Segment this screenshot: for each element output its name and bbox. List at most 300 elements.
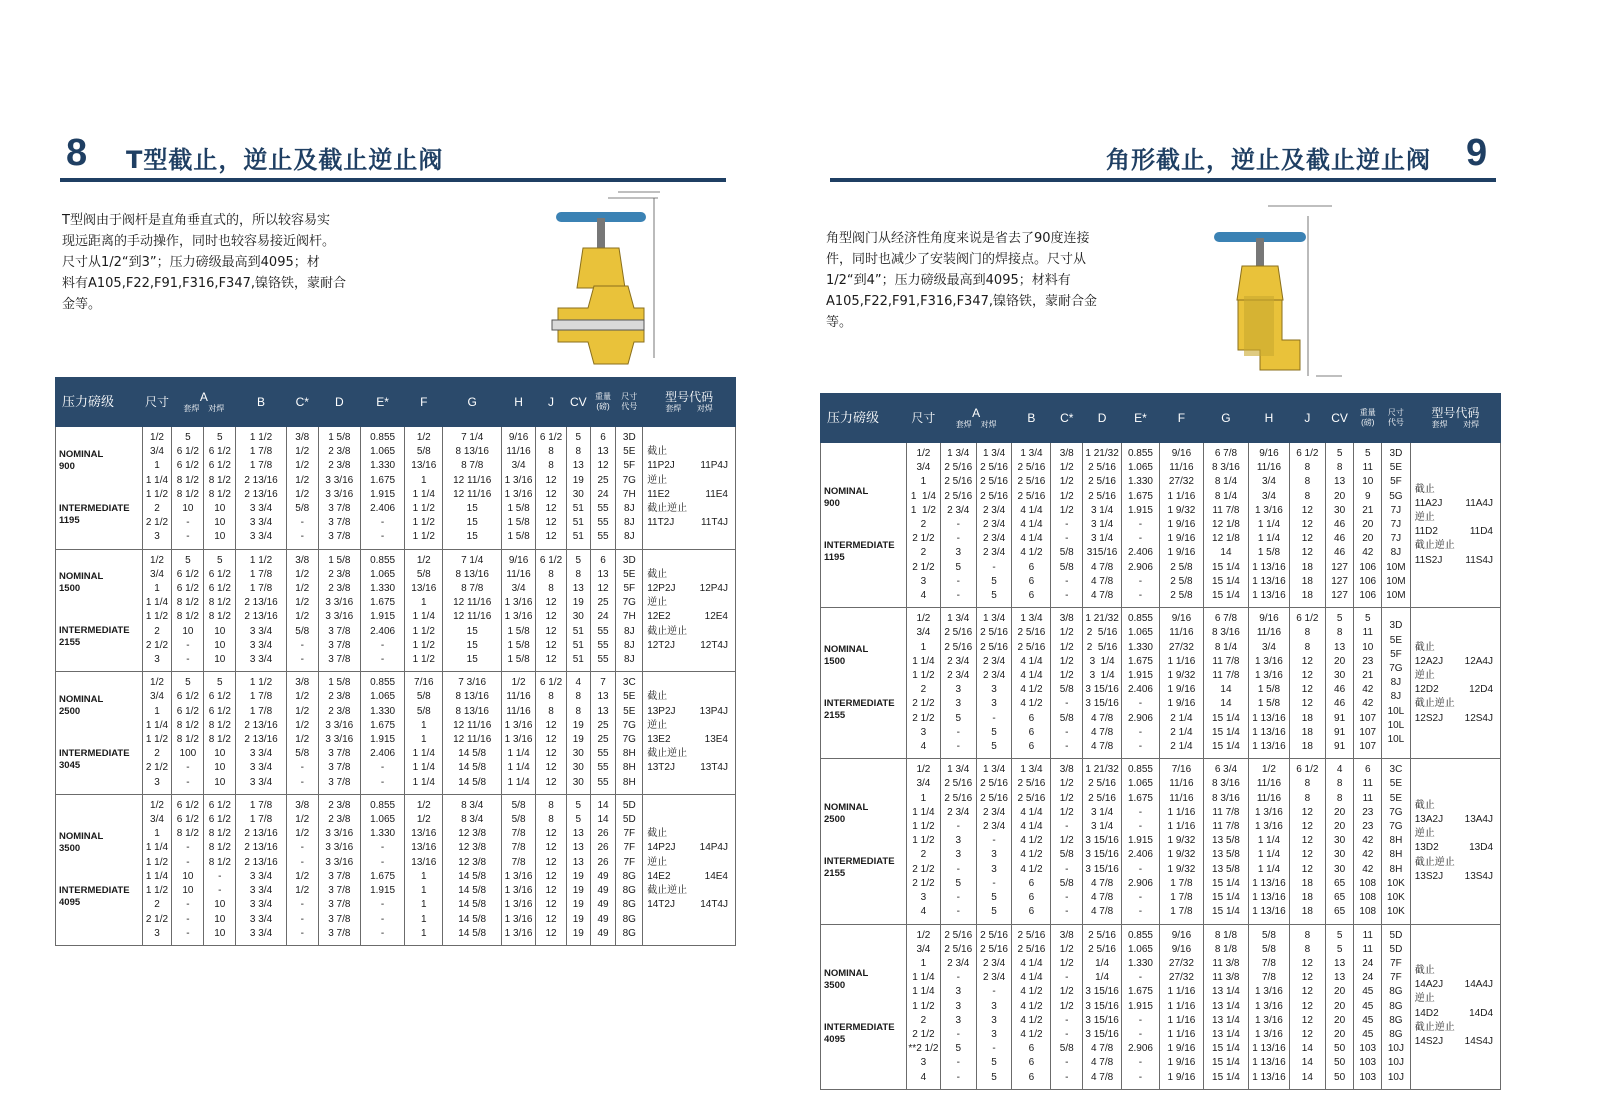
- header-butt: 对焊: [980, 420, 997, 430]
- model-butt-code: [728, 502, 734, 516]
- cell-g: 7 3/16 8 13/16 8 13/16 12 11/16 12 11/16 14 5/8 14 5/8 14 5/8: [443, 672, 502, 795]
- pressure-class-row: [821, 924, 1501, 1089]
- title-rule-right: [830, 178, 1496, 182]
- cell-f: 7/16 11/16 11/16 1 1/16 1 1/16 1 9/32 1 9/32 1 9/32 1 7/8 1 7/8 1 7/8: [1159, 759, 1203, 924]
- model-socket-code: 截止: [1414, 799, 1435, 811]
- header-a: [172, 378, 236, 427]
- model-butt-code: [1493, 992, 1499, 1006]
- intermediate-label: INTERMEDIATE: [59, 502, 130, 514]
- cell-j: 8 8 12 12 12 12 12 12 12 12: [536, 794, 567, 945]
- cell-cv: 5 8 13 20 30 46 46 46 127 127 127: [1325, 443, 1354, 608]
- header-j: J: [1289, 394, 1325, 443]
- cell-h: 1/2 11/16 11/16 1 3/16 1 3/16 1 1/4 1 1/4 1 1/4: [502, 672, 536, 795]
- header-model-label: 型号代码: [665, 389, 714, 404]
- header-d: D: [1083, 394, 1122, 443]
- cell-wt: 14 14 26 26 26 49 49 49 49 49: [590, 794, 616, 945]
- cell-j: 8 8 12 12 12 12 12 12 14 14 14: [1289, 924, 1325, 1089]
- header-socket: 套焊: [1431, 420, 1448, 430]
- header-butt: 对焊: [696, 404, 713, 414]
- model-butt-code: 14T4J: [700, 899, 728, 911]
- header-g: G: [443, 378, 502, 427]
- model-butt-code: 11A4J: [1465, 497, 1493, 509]
- pressure-class-cell: [56, 794, 143, 945]
- nominal-label: NOMINAL: [59, 694, 104, 706]
- intermediate-label: INTERMEDIATE: [59, 884, 130, 896]
- model-socket-code: 13S2J: [1414, 870, 1444, 882]
- cell-h: 5/8 5/8 7/8 7/8 1 3/16 1 3/16 1 3/16 1 3/16 1 13/16 1 13/16 1 13/16: [1248, 924, 1289, 1089]
- intro-text-right: [826, 228, 1126, 333]
- cell-code: 3C 5E 5E 7G 7G 8H 8H 8H: [616, 672, 643, 795]
- pressure-class-cell: [821, 443, 907, 608]
- model-code-line: [1415, 992, 1499, 1006]
- header-cv: CV: [566, 378, 590, 427]
- cell-d: 2 5/16 2 5/16 1/4 1/4 3 15/16 3 15/16 3 15/16 3 15/16 4 7/8 4 7/8 4 7/8: [1083, 924, 1122, 1089]
- cell-f: 9/16 11/16 27/32 1 1/16 1 9/32 1 9/16 1 9/16 1 9/16 2 5/8 2 5/8 2 5/8: [1159, 443, 1203, 608]
- model-socket-code: 12E2: [647, 611, 671, 623]
- spacer: [59, 855, 141, 885]
- cell-size: 1/2 3/4 1 1 1/4 1 1/2 2 2 1/2 3: [142, 549, 172, 672]
- model-socket-code: 12T2J: [647, 639, 675, 651]
- spacer: [59, 595, 141, 625]
- cell-c: 3/8 1/2 1/2 1/2 1/2 5/8 - -: [286, 549, 318, 672]
- header-h: H: [502, 378, 536, 427]
- model-code-line: [647, 870, 734, 884]
- cell-c: 3/8 1/2 1/2 1/2 1/2 5/8 - 5/8 - -: [1051, 608, 1083, 759]
- intro-line: 角型阀门从经济性角度来说是省去了90度连接: [826, 231, 1090, 246]
- model-code-cell: [643, 672, 736, 795]
- page-number-left: 8: [66, 132, 88, 174]
- model-code-line: [647, 898, 734, 912]
- model-code-line: [1415, 1021, 1499, 1035]
- pressure-class-cell: [821, 924, 907, 1089]
- model-butt-code: [728, 747, 734, 761]
- pressure-class-cell: [821, 608, 907, 759]
- pressure-class-row: [56, 549, 736, 672]
- header-model-sub: [644, 404, 734, 414]
- header-butt: 对焊: [208, 404, 225, 414]
- model-code-line: [1415, 870, 1499, 884]
- header-pressure: 压力磅级: [821, 394, 907, 443]
- cell-b: 1 3/4 2 5/16 2 5/16 2 5/16 4 1/4 4 1/4 4 1/4 4 1/2 6 6 6: [1012, 443, 1051, 608]
- intermediate-value: 4095: [824, 1033, 846, 1045]
- header-a-label: A: [199, 389, 208, 404]
- model-code-line: [1415, 856, 1499, 870]
- intermediate-label: INTERMEDIATE: [824, 698, 895, 710]
- cell-g: 6 7/8 8 3/16 8 1/4 11 7/8 11 7/8 14 14 15 1/4 15 1/4 15 1/4: [1203, 608, 1248, 759]
- pressure-class-cell: [56, 427, 143, 550]
- cell-h: 5/8 5/8 7/8 7/8 7/8 1 3/16 1 3/16 1 3/16 1 3/16 1 3/16: [502, 794, 536, 945]
- nominal-label: NOMINAL: [824, 967, 869, 979]
- model-code-cell: [1410, 443, 1500, 608]
- header-butt: 对焊: [1463, 420, 1480, 430]
- cell-size: 1/2 3/4 1 1 1/4 1 1/2 1 1/2 2 2 1/2 2 1/2 3 4: [907, 759, 941, 924]
- model-socket-code: 截止逆止: [1414, 698, 1455, 710]
- model-socket-code: 截止逆止: [647, 625, 688, 637]
- cell-cv: 5 8 13 20 30 46 46 91 91 91: [1325, 608, 1354, 759]
- model-butt-code: [728, 690, 734, 704]
- cell-size: 1/2 3/4 1 1 1/4 1 1/2 2 2 1/2 3: [142, 427, 172, 550]
- model-socket-code: 逆止: [1414, 511, 1435, 523]
- model-socket-code: 逆止: [647, 597, 668, 609]
- cell-b: 1 1/2 1 7/8 1 7/8 2 13/16 2 13/16 3 3/4 3 3/4 3 3/4: [236, 549, 286, 672]
- model-code-line: [647, 459, 734, 473]
- model-butt-code: 11P4J: [700, 460, 728, 472]
- cell-f: 1/2 1/2 13/16 13/16 13/16 1 1 1 1 1: [405, 794, 443, 945]
- spacer: [824, 992, 905, 1022]
- spacer: [59, 473, 141, 503]
- model-butt-code: 14P4J: [699, 842, 728, 854]
- model-butt-code: 13E4: [704, 734, 728, 746]
- cell-f: 7/16 5/8 5/8 1 1 1 1/4 1 1/4 1 1/4: [405, 672, 443, 795]
- cell-b: 1 1/2 1 7/8 1 7/8 2 13/16 2 13/16 3 3/4 3 3/4 3 3/4: [236, 427, 286, 550]
- pressure-class-cell: [56, 549, 143, 672]
- model-butt-code: 11T4J: [700, 517, 728, 529]
- pressure-class-row: [821, 608, 1501, 759]
- cell-e: 0.855 1.065 1.330 1.675 1.915 2.406 - -: [360, 549, 404, 672]
- cell-e: 0.855 1.065 1.330 1.675 1.915 2.406 - -: [360, 672, 404, 795]
- cell-size: 1/2 3/4 1 1 1/4 1 1/2 2 2 1/2 3: [142, 672, 172, 795]
- pressure-class-cell: [56, 672, 143, 795]
- nominal-value: 3500: [59, 842, 81, 854]
- intermediate-label: INTERMEDIATE: [824, 540, 895, 552]
- intermediate-value: 2155: [824, 710, 846, 722]
- cell-b: 1 3/4 2 5/16 2 5/16 4 1/4 4 1/4 4 1/2 4 1/2 6 6 6: [1012, 608, 1051, 759]
- model-socket-code: 13D2: [1414, 842, 1439, 854]
- cell-e: 0.855 1.065 1.330 1.675 1.915 2.406 - -: [360, 427, 404, 550]
- cell-g: 7 1/4 8 13/16 8 7/8 12 11/16 12 11/16 15 15 15: [443, 549, 502, 672]
- model-code-line: [1415, 978, 1499, 992]
- header-model-sub: [1412, 420, 1499, 430]
- cell-code: 3D 5E 5F 7G 7H 8J 8J 8J: [616, 427, 643, 550]
- cell-c: 3/8 1/2 1/2 1/2 1/2 5/8 - -: [286, 427, 318, 550]
- model-butt-code: 11D4: [1469, 526, 1493, 538]
- title-rule-left: [60, 178, 726, 182]
- cell-code: 3C 5E 5E 7G 7G 8H 8H 8H 10K 10K 10K: [1382, 759, 1411, 924]
- cell-e: 0.855 1.065 1.330 1.675 1.915 - - 2.406 2.906 - -: [1122, 443, 1160, 608]
- model-butt-code: [1493, 964, 1499, 978]
- model-butt-code: 12S4J: [1464, 712, 1493, 724]
- header-weight: 重量 (磅): [1354, 394, 1382, 443]
- header-d: D: [318, 378, 360, 427]
- cell-wt: 6 11 11 23 23 42 42 42 108 108 108: [1354, 759, 1382, 924]
- page-number-right: 9: [1466, 132, 1488, 174]
- model-socket-code: 截止逆止: [647, 885, 688, 897]
- cell-g: 6 3/4 8 3/16 8 3/16 11 7/8 11 7/8 13 5/8 13 5/8 13 5/8 15 1/4 15 1/4 15 1/4: [1203, 759, 1248, 924]
- model-socket-code: 逆止: [1414, 828, 1435, 840]
- cell-a-bw: 5 6 1/2 6 1/2 8 1/2 8 1/2 10 10 10: [204, 549, 236, 672]
- nominal-value: 1500: [824, 656, 846, 668]
- model-code-line: [1415, 554, 1499, 568]
- model-socket-code: 逆止: [647, 856, 668, 868]
- cell-e: 0.855 1.065 1.675 - - 1.915 2.406 - 2.906 - -: [1122, 759, 1160, 924]
- cell-b: 1 3/4 2 5/16 2 5/16 4 1/4 4 1/4 4 1/2 4 1/2 4 1/2 6 6 6: [1012, 759, 1051, 924]
- model-socket-code: 11D2: [1414, 526, 1438, 538]
- nominal-value: 3500: [824, 979, 846, 991]
- model-butt-code: [728, 596, 734, 610]
- angle-globe-valve-diagram: [1208, 196, 1348, 386]
- model-socket-code: 12A2J: [1414, 655, 1444, 667]
- cell-g: 8 1/8 8 1/8 11 3/8 11 3/8 13 1/4 13 1/4 13 1/4 13 1/4 15 1/4 15 1/4 15 1/4: [1203, 924, 1248, 1089]
- nominal-value: 900: [59, 460, 75, 472]
- intro-line: 料有A105,F22,F91,F316,F347,镍铬铁，蒙耐合: [62, 276, 346, 291]
- model-code-cell: [643, 427, 736, 550]
- header-b: B: [1012, 394, 1051, 443]
- header-g: G: [1203, 394, 1248, 443]
- model-butt-code: 13P4J: [699, 705, 728, 717]
- cell-d: 1 21/32 2 5/16 2 5/16 2 5/16 3 1/4 3 1/4 3 1/4 315/16 4 7/8 4 7/8 4 7/8: [1083, 443, 1122, 608]
- model-socket-code: 13T2J: [647, 762, 675, 774]
- model-code-line: [647, 690, 734, 704]
- model-code-line: [1415, 712, 1499, 726]
- cell-a-bw: 6 1/2 6 1/2 8 1/2 8 1/2 8 1/2 - - 10 10 10: [204, 794, 236, 945]
- intro-line: 尺寸从1/2“到3”；压力磅级最高到4095；材: [62, 255, 320, 270]
- model-butt-code: [728, 884, 734, 898]
- nominal-label: NOMINAL: [824, 644, 869, 656]
- model-butt-code: [728, 719, 734, 733]
- cell-a-bw: 2 5/16 2 5/16 2 3/4 2 3/4 - 3 3 3 - 5 5: [976, 924, 1012, 1089]
- cell-a-sw: 5 6 1/2 6 1/2 8 1/2 8 1/2 100 - -: [172, 672, 204, 795]
- intermediate-value: 4095: [59, 896, 81, 908]
- pressure-class-row: [821, 759, 1501, 924]
- model-code-cell: [643, 794, 736, 945]
- cell-cv: 5 8 13 19 30 51 51 51: [566, 549, 590, 672]
- model-socket-code: 截止逆止: [1414, 540, 1455, 552]
- nominal-label: NOMINAL: [59, 448, 104, 460]
- cell-size: 1/2 3/4 1 1 1/4 1 1/2 2 2 1/2 2 2 1/2 3 4: [907, 443, 941, 608]
- model-code-line: [647, 719, 734, 733]
- header-c: C*: [286, 378, 318, 427]
- header-socket: 套焊: [955, 420, 972, 430]
- cell-b: 1 7/8 1 7/8 2 13/16 2 13/16 2 13/16 3 3/4 3 3/4 3 3/4 3 3/4 3 3/4: [236, 794, 286, 945]
- model-butt-code: 14A4J: [1464, 979, 1493, 991]
- model-code-line: [1415, 799, 1499, 813]
- model-butt-code: [728, 445, 734, 459]
- intro-text-left: [62, 210, 362, 315]
- model-socket-code: 14P2J: [647, 842, 676, 854]
- header-socket: 套焊: [665, 404, 682, 414]
- cell-size: 1/2 3/4 1 1 1/4 1 1/2 2 2 1/2 2 1/2 3 4: [907, 608, 941, 759]
- cell-wt: 6 13 12 25 24 55 55 55: [590, 427, 616, 550]
- intro-line: T型阀由于阀杆是直角垂直式的，所以较容易实: [62, 213, 330, 228]
- cell-f: 9/16 11/16 27/32 1 1/16 1 9/32 1 9/16 1 9/16 2 1/4 2 1/4 2 1/4: [1159, 608, 1203, 759]
- model-code-line: [647, 827, 734, 841]
- model-socket-code: 11E2: [647, 488, 670, 500]
- pressure-class-row: [56, 794, 736, 945]
- intro-line: 等。: [826, 315, 853, 330]
- cell-j: 6 1/2 8 8 12 12 12 12 12: [536, 672, 567, 795]
- t-globe-valve-diagram: [548, 188, 668, 378]
- model-code-cell: [643, 549, 736, 672]
- model-butt-code: [1493, 697, 1499, 711]
- model-butt-code: [728, 568, 734, 582]
- model-socket-code: 14D2: [1414, 1007, 1439, 1019]
- model-code-line: [647, 502, 734, 516]
- model-butt-code: [1493, 641, 1499, 655]
- header-weight: 重量 (磅): [590, 378, 616, 427]
- model-butt-code: 12E4: [704, 611, 728, 623]
- cell-e: 0.855 1.065 1.330 - - 1.675 1.915 - - -: [360, 794, 404, 945]
- model-code-line: [647, 596, 734, 610]
- header-pressure: 压力磅级: [56, 378, 143, 427]
- cell-h: 9/16 11/16 3/4 1 3/16 1 3/16 1 5/8 1 5/8 1 5/8: [502, 549, 536, 672]
- nominal-label: NOMINAL: [824, 486, 869, 498]
- cell-j: 6 1/2 8 8 12 12 12 12 12: [536, 549, 567, 672]
- nominal-label: NOMINAL: [824, 802, 869, 814]
- cell-h: 9/16 11/16 3/4 1 3/16 1 3/16 1 5/8 1 5/8 1 13/16 1 13/16 1 13/16: [1248, 608, 1289, 759]
- model-code-line: [647, 639, 734, 653]
- model-socket-code: 14E2: [647, 870, 671, 882]
- cell-h: 9/16 11/16 3/4 1 3/16 1 3/16 1 5/8 1 5/8 1 5/8: [502, 427, 536, 550]
- model-butt-code: [1493, 539, 1499, 553]
- model-butt-code: 13D4: [1469, 842, 1493, 854]
- cell-a-sw: 1 3/4 2 5/16 2 5/16 2 3/4 - 3 3 - 5 - -: [940, 759, 976, 924]
- model-code-line: [1415, 1007, 1499, 1021]
- model-socket-code: 截止逆止: [1414, 1021, 1455, 1033]
- nominal-label: NOMINAL: [59, 830, 104, 842]
- model-code-line: [647, 733, 734, 747]
- cell-wt: 5 11 10 23 21 42 42 107 107 107: [1354, 608, 1382, 759]
- model-code-line: [1415, 841, 1499, 855]
- model-code-cell: [1410, 759, 1500, 924]
- cell-a-bw: 1 3/4 2 5/16 2 5/16 2 3/4 2 3/4 3 3 - 5 5: [976, 608, 1012, 759]
- model-socket-code: 截止逆止: [647, 748, 688, 760]
- model-code-line: [1415, 539, 1499, 553]
- model-code-line: [647, 516, 734, 530]
- model-butt-code: 13T4J: [700, 762, 728, 774]
- spec-table-right: [820, 393, 1501, 1090]
- model-socket-code: 逆止: [647, 474, 668, 486]
- cell-wt: 7 13 13 25 25 55 55 55: [590, 672, 616, 795]
- model-socket-code: 12P2J: [647, 583, 676, 595]
- cell-d: 1 21/32 2 5/16 2 5/16 3 1/4 3 1/4 3 15/16 3 15/16 3 15/16 4 7/8 4 7/8 4 7/8: [1083, 759, 1122, 924]
- intermediate-label: INTERMEDIATE: [824, 856, 895, 868]
- intermediate-value: 2155: [824, 868, 846, 880]
- spec-table-left: [55, 377, 736, 946]
- model-code-cell: [1410, 924, 1500, 1089]
- cell-d: 2 3/8 2 3/8 3 3/16 3 3/16 3 3/16 3 7/8 3 7/8 3 7/8 3 7/8 3 7/8: [318, 794, 360, 945]
- cell-d: 1 5/8 2 3/8 2 3/8 3 3/16 3 3/16 3 7/8 3 7/8 3 7/8: [318, 549, 360, 672]
- cell-wt: 5 11 10 9 21 20 20 42 106 106 106: [1354, 443, 1382, 608]
- model-butt-code: [1493, 856, 1499, 870]
- model-socket-code: 截止逆止: [1414, 856, 1455, 868]
- model-butt-code: [728, 827, 734, 841]
- model-butt-code: 12T4J: [700, 639, 728, 651]
- cell-f: 1/2 5/8 13/16 1 1 1/4 1 1/2 1 1/2 1 1/2: [405, 549, 443, 672]
- model-butt-code: 11S4J: [1465, 554, 1493, 566]
- spacer: [824, 668, 905, 698]
- model-butt-code: 12A4J: [1464, 655, 1493, 667]
- cell-j: 6 1/2 8 8 12 12 12 12 12 18 18 18: [1289, 759, 1325, 924]
- model-code-line: [647, 610, 734, 624]
- cell-b: 1 1/2 1 7/8 1 7/8 2 13/16 2 13/16 3 3/4 3 3/4 3 3/4: [236, 672, 286, 795]
- model-butt-code: [1493, 1021, 1499, 1035]
- header-a-sub: [942, 420, 1011, 430]
- cell-d: 1 5/8 2 3/8 2 3/8 3 3/16 3 3/16 3 7/8 3 7/8 3 7/8: [318, 672, 360, 795]
- model-code-line: [1415, 1035, 1499, 1049]
- cell-a-sw: 6 1/2 6 1/2 8 1/2 - - 10 10 - - -: [172, 794, 204, 945]
- model-code-line: [647, 582, 734, 596]
- header-socket: 套焊: [183, 404, 200, 414]
- intro-line: 1/2“到4”；压力磅级最高到4095；材料有: [826, 273, 1071, 288]
- cell-j: 6 1/2 8 8 8 12 12 12 12 18 18 18: [1289, 443, 1325, 608]
- header-model: [643, 378, 736, 427]
- model-code-line: [647, 474, 734, 488]
- model-butt-code: 14E4: [704, 870, 728, 882]
- header-h: H: [1248, 394, 1289, 443]
- model-butt-code: 13S4J: [1464, 870, 1493, 882]
- cell-a-sw: 1 3/4 2 5/16 2 5/16 2 3/4 2 3/4 3 3 5 - -: [940, 608, 976, 759]
- model-socket-code: 11P2J: [647, 460, 675, 472]
- cell-e: 0.855 1.065 1.330 1.675 1.915 2.406 - 2.906 - -: [1122, 608, 1160, 759]
- model-butt-code: [728, 625, 734, 639]
- cell-a-bw: 5 6 1/2 6 1/2 8 1/2 8 1/2 10 10 10: [204, 427, 236, 550]
- model-butt-code: [1493, 827, 1499, 841]
- model-code-line: [647, 445, 734, 459]
- model-code-line: [1415, 669, 1499, 683]
- model-code-line: [647, 488, 734, 502]
- model-socket-code: 截止: [1414, 641, 1435, 653]
- cell-h: 1/2 11/16 11/16 1 3/16 1 3/16 1 1/4 1 1/4 1 1/4 1 13/16 1 13/16 1 13/16: [1248, 759, 1289, 924]
- model-code-line: [1415, 964, 1499, 978]
- header-size: 尺寸: [142, 378, 172, 427]
- model-code-line: [647, 841, 734, 855]
- model-socket-code: 14S2J: [1414, 1036, 1444, 1048]
- model-socket-code: 11A2J: [1414, 497, 1443, 509]
- model-socket-code: 13E2: [647, 734, 671, 746]
- model-code-cell: [1410, 608, 1500, 759]
- page-title-right: 角形截止，逆止及截止逆止阀: [1106, 146, 1431, 174]
- cell-cv: 5 8 13 19 30 51 51 51: [566, 427, 590, 550]
- cell-cv: 4 8 8 20 20 30 30 30 65 65 65: [1325, 759, 1354, 924]
- model-code-line: [1415, 683, 1499, 697]
- spacer: [824, 826, 905, 856]
- model-socket-code: 14T2J: [647, 899, 675, 911]
- model-code-line: [647, 625, 734, 639]
- model-code-line: [1415, 697, 1499, 711]
- header-f: F: [1159, 394, 1203, 443]
- header-j: J: [536, 378, 567, 427]
- cell-a-sw: 5 6 1/2 6 1/2 8 1/2 8 1/2 10 - -: [172, 549, 204, 672]
- cell-a-bw: 1 3/4 2 5/16 2 5/16 2 3/4 2 3/4 - 3 3 - 5 5: [976, 759, 1012, 924]
- model-socket-code: 12D2: [1414, 684, 1439, 696]
- cell-code: 3D 5E 5F 5G 7J 7J 7J 8J 10M 10M 10M: [1382, 443, 1411, 608]
- model-code-line: [1415, 827, 1499, 841]
- cell-code: 5D 5D 7F 7F 7F 8G 8G 8G 8G 8G: [616, 794, 643, 945]
- cell-code: 3D 5E 5F 7G 8J 8J 10L 10L 10L: [1382, 608, 1411, 759]
- model-butt-code: 13A4J: [1464, 813, 1493, 825]
- cell-g: 7 1/4 8 13/16 8 7/8 12 11/16 12 11/16 15 15 15: [443, 427, 502, 550]
- model-socket-code: 13P2J: [647, 705, 676, 717]
- model-butt-code: 12P4J: [699, 583, 728, 595]
- cell-size: 1/2 3/4 1 1 1/4 1 1/2 1 1/4 1 1/2 2 2 1/2 3: [142, 794, 172, 945]
- intro-line: 件，同时也减少了安装阀门的焊接点。尺寸从: [826, 252, 1087, 267]
- cell-g: 6 7/8 8 3/16 8 1/4 8 1/4 11 7/8 12 1/8 12 1/8 14 15 1/4 15 1/4 15 1/4: [1203, 443, 1248, 608]
- model-code-line: [1415, 641, 1499, 655]
- model-code-line: [1415, 497, 1499, 511]
- cell-code: 3D 5E 5F 7G 7H 8J 8J 8J: [616, 549, 643, 672]
- cell-d: 1 5/8 2 3/8 2 3/8 3 3/16 3 3/16 3 7/8 3 7/8 3 7/8: [318, 427, 360, 550]
- cell-j: 6 1/2 8 8 12 12 12 12 18 18 18: [1289, 608, 1325, 759]
- cell-a-bw: 5 6 1/2 6 1/2 8 1/2 8 1/2 10 10 10: [204, 672, 236, 795]
- model-socket-code: 截止: [647, 691, 668, 703]
- model-butt-code: [1493, 799, 1499, 813]
- cell-c: 3/8 1/2 1/2 - 1/2 1/2 - - 5/8 - -: [1051, 924, 1083, 1089]
- model-socket-code: 截止: [1414, 483, 1435, 495]
- cell-e: 0.855 1.065 1.330 - 1.675 1.915 - - 2.906 - -: [1122, 924, 1160, 1089]
- cell-h: 9/16 11/16 3/4 3/4 1 3/16 1 1/4 1 1/4 1 5/8 1 13/16 1 13/16 1 13/16: [1248, 443, 1289, 608]
- model-butt-code: 14D4: [1469, 1007, 1493, 1019]
- intro-line: 现远距离的手动操作，同时也较容易接近阀杆。: [62, 234, 336, 249]
